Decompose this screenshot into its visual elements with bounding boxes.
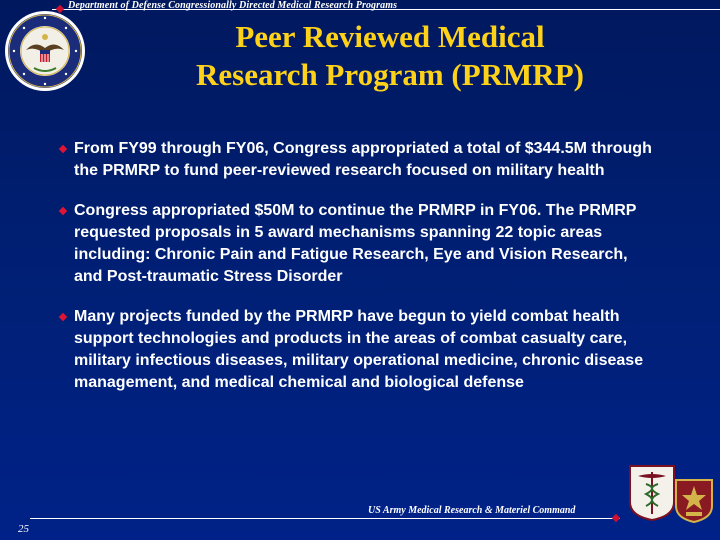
header-organization: Department of Defense Congressionally Directed Medical Research Programs [68, 0, 398, 11]
bullet-list [60, 138, 660, 412]
footer-diamond-icon [612, 514, 620, 522]
slide-title-line-1: Peer Reviewed Medical [235, 19, 545, 54]
footer-command: US Army Medical Research & Materiel Command [368, 505, 576, 516]
caduceus-logo-icon [626, 462, 678, 522]
bullet-text: Many projects funded by the PRMRP have begun to yield combat health support technologies and products in the areas of combat casualty care, military infectious diseases, military operational medicine, chronic disease management, and medical chemical and biological defense [74, 308, 644, 391]
footer-rule [30, 518, 620, 519]
bullet-item [60, 306, 660, 394]
slide-title [140, 18, 640, 94]
dod-seal-icon [4, 10, 86, 92]
bullet-diamond-icon [59, 207, 67, 215]
command-emblem-icon [672, 474, 716, 524]
bullet-text: From FY99 through FY06, Congress appropriated a total of $344.5M through the PRMRP to fund peer-reviewed research focused on military health [74, 140, 652, 179]
bullet-text: Congress appropriated $50M to continue the PRMRP in FY06. The PRMRP requested proposals in 5 award mechanisms spanning 22 topic areas including: Chronic Pain and Fatigue Research, Eye and Vision Research, and Post-traumatic Stress Disorder [74, 202, 637, 285]
bullet-item [60, 138, 660, 182]
slide-title-line-2: Research Program (PRMRP) [196, 57, 584, 92]
bullet-diamond-icon [59, 145, 67, 153]
bullet-item [60, 200, 660, 288]
page-number: 25 [18, 523, 29, 535]
bullet-diamond-icon [59, 313, 67, 321]
